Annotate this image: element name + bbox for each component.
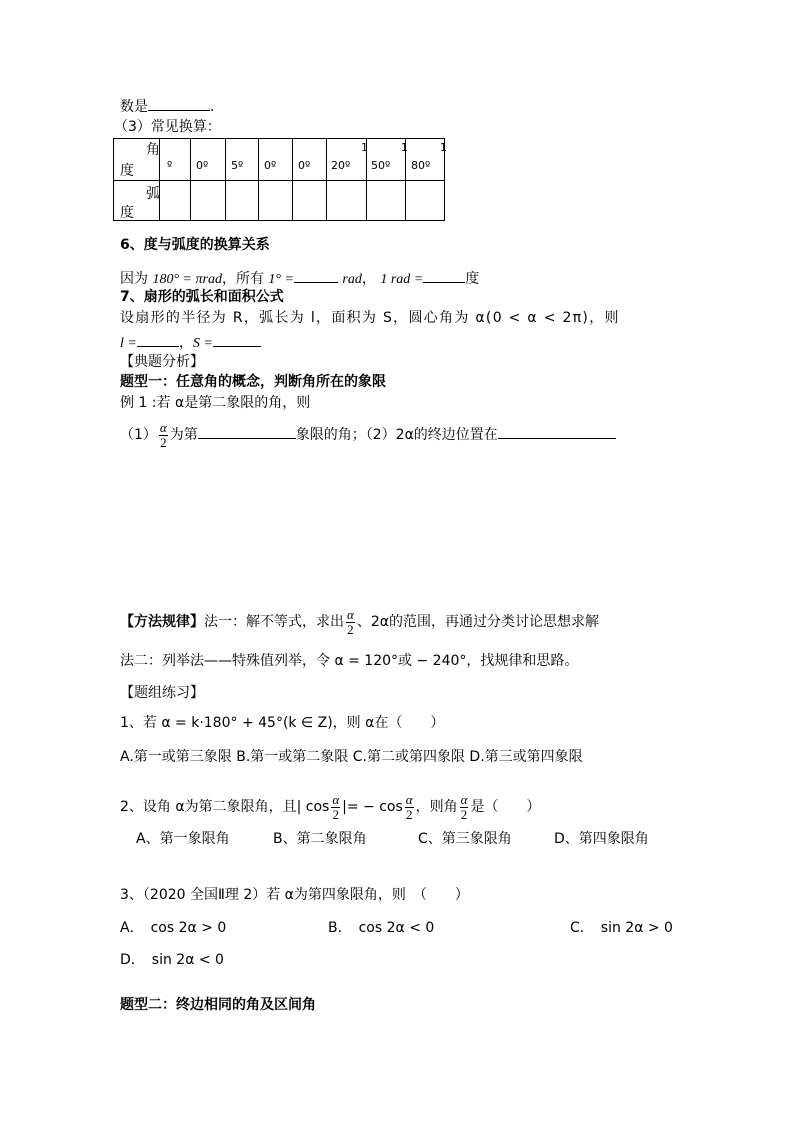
q3-option-d: D． sin 2α < 0: [120, 952, 224, 968]
fraction: $\frac{\alpha}{2}$: [405, 791, 413, 822]
section-7-blanks: l = ，S =: [120, 332, 261, 353]
practice-heading: 【题组练习】: [120, 685, 204, 701]
line-1: 数是 .: [120, 96, 214, 116]
fraction: $\frac{\alpha}{2}$: [347, 606, 354, 637]
table-cell: 1 20º: [327, 139, 367, 181]
blank-rad: [423, 268, 465, 283]
conversion-table: [113, 138, 445, 221]
question-2: 2、设角 α为第二象限角，且| cos $\frac{\alpha}{2}$ |= − cos $\frac{\alpha}{2}$ ，则角 $\frac{\alpha}{2}$ 是（ ）: [120, 791, 541, 822]
fraction: $\frac{\alpha}{2}$: [159, 419, 167, 450]
section-7-line: 设扇形的半径为 R，弧长为 l，面积为 S，圆心角为 α(0 < α < 2π)，则: [120, 310, 620, 326]
blank-deg: [294, 268, 338, 283]
q2-option-b: B、第二象限角: [273, 831, 367, 847]
table-cell: [406, 181, 445, 221]
table-cell: [160, 181, 191, 221]
table-cell: 0º: [259, 139, 293, 181]
table-row-radian: [114, 181, 445, 221]
fraction: $\frac{\alpha}{2}$: [332, 791, 340, 822]
type-1-title: 题型一：任意角的概念，判断角所在的象限: [120, 374, 386, 390]
table-cell: [259, 181, 293, 221]
table-cell: [327, 181, 367, 221]
section-6-line: 因为 180° = πrad，所有 1° = rad， 1 rad = 度: [120, 268, 479, 289]
fraction: $\frac{\alpha}{2}$: [460, 791, 468, 822]
table-cell: 1 80º: [406, 139, 445, 181]
blank-l: [137, 332, 179, 347]
table-cell: 0º: [293, 139, 327, 181]
table-cell: 0º: [191, 139, 226, 181]
q2-option-a: A、第一象限角: [136, 831, 230, 847]
section-6-title: 6、度与弧度的换算关系: [120, 237, 270, 253]
section-7-title: 7、扇形的弧长和面积公式: [120, 289, 284, 305]
table-row-label: 弧 度: [114, 181, 160, 221]
table-cell: 1 50º: [367, 139, 406, 181]
blank-1: [148, 96, 210, 111]
analysis-heading: 【典题分析】: [120, 354, 204, 370]
blank-quadrant: [198, 424, 296, 439]
table-cell: [191, 181, 226, 221]
example-1-question: （1） $\frac{\alpha}{2}$ 为第 象限的角；（2）2α的终边位置在: [120, 418, 616, 452]
q2-option-c: C、第三象限角: [418, 831, 512, 847]
question-1-options: A.第一或第三象限 B.第一或第二象限 C.第二或第四象限 D.第三或第四象限: [120, 749, 583, 765]
blank-s: [213, 332, 261, 347]
sub-heading-3: （3）常见换算：: [114, 119, 221, 135]
question-1: 1、若 α = k·180° + 45°(k ∈ Z)，则 α在（ ）: [120, 715, 445, 731]
table-cell: º: [160, 139, 191, 181]
q3-option-b: B． cos 2α < 0: [328, 920, 435, 936]
table-cell: [367, 181, 406, 221]
table-cell: 5º: [226, 139, 259, 181]
type-2-title: 题型二：终边相同的角及区间角: [120, 997, 316, 1013]
method-line-2: 法二：列举法——特殊值列举，令 α = 120°或 − 240°，找规律和思路。: [120, 653, 579, 669]
q3-option-c: C． sin 2α > 0: [570, 920, 673, 936]
question-3: 3、（2020 全国Ⅱ理 2）若 α为第四象限角，则 （ ）: [120, 887, 469, 903]
table-cell: [293, 181, 327, 221]
q3-option-a: A． cos 2α > 0: [120, 920, 227, 936]
blank-position: [498, 424, 616, 439]
method-line-1: 【方法规律】法一：解不等式，求出 $\frac{\alpha}{2}$ 、2α的范围，再通过分类讨论思想求解: [120, 606, 599, 637]
q2-option-d: D、第四象限角: [554, 831, 649, 847]
table-row-label: 角 度: [114, 139, 160, 181]
example-1: 例 1 :若 α是第二象限的角，则: [120, 395, 311, 411]
table-cell: [226, 181, 259, 221]
table-row-degree: [114, 139, 445, 181]
